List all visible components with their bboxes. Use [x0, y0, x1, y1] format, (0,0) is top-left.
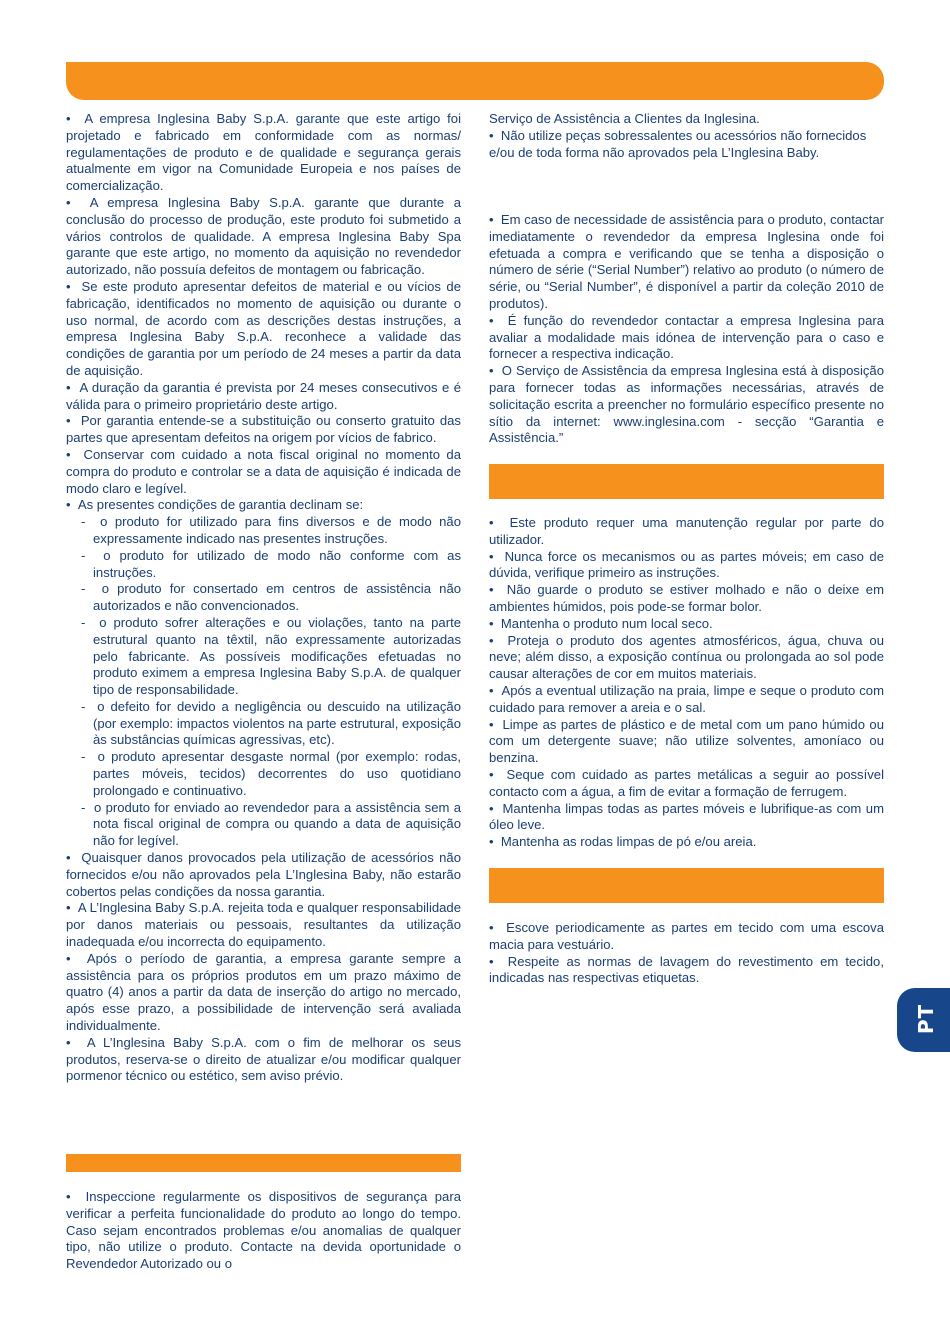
warranty-paragraph: • A L’Inglesina Baby S.p.A. com o fim de melhorar os seus produtos, reserva-se o direito de atualizar e/ou modificar qualquer pormenor técnico ou estético, sem aviso prévio.: [66, 1035, 461, 1085]
language-tab-label: PT: [914, 1003, 939, 1035]
safety-header-bar: [66, 1154, 461, 1172]
assistance-section: [489, 212, 884, 447]
maintenance-item: • Mantenha as rodas limpas de pó e/ou areia.: [489, 834, 884, 851]
warranty-paragraph: • Se este produto apresentar defeitos de material e ou vícios de fabricação, identificados no momento de aquisição ou durante o uso normal, de acordo com as descrições destas instruções, a empresa Inglesina Baby S.p.A. reconhece a validade das condições de garantia por um período de 24 meses a partir da data de aquisição.: [66, 279, 461, 380]
warranty-paragraph: • Após o período de garantia, a empresa garante sempre a assistência para os próprios produtos em um prazo máximo de quatro (4) anos a partir da data de inserção do artigo no mercado, após esse prazo, a possibilidade de intervenção será avaliada individualmente.: [66, 951, 461, 1035]
maintenance-item: • Seque com cuidado as partes metálicas a seguir ao possível contacto com a água, a fim de evitar a formação de ferrugem.: [489, 767, 884, 801]
maintenance-item: • Este produto requer uma manutenção regular por parte do utilizador.: [489, 515, 884, 549]
fabric-care-item: • Escove periodicamente as partes em tecido com uma escova macia para vestuário.: [489, 920, 884, 954]
warranty-paragraph: • A empresa Inglesina Baby S.p.A. garante que durante a conclusão do processo de produção, este produto foi submetido a vários controlos de qualidade. A empresa Inglesina Baby Spa garante que este artigo, no momento da aquisição no revendedor autorizado, não possuía defeitos de montagem ou fabricação.: [66, 195, 461, 279]
assistance-paragraph: • Em caso de necessidade de assistência para o produto, contactar imediatamente o revendedor da empresa Inglesina onde foi efetuada a compra e verificando que se tenha a disposição o número de série (“Serial Number”) relativo ao produto (o número de série, ou “Serial Number”, é disponível a partir da coleção 2010 de produtos).: [489, 212, 884, 313]
language-tab: [897, 988, 950, 1052]
warranty-paragraph: • A L’Inglesina Baby S.p.A. rejeita toda e qualquer responsabilidade por danos materiais ou pessoais, resultantes da utilização inadequada e/ou incorrecta do equipamento.: [66, 900, 461, 950]
assistance-paragraph: • O Serviço de Assistência da empresa Inglesina está à disposição para fornecer todas as informações necessárias, através de solicitação escrita a preencher no formulário específico presente no sítio da internet: www.inglesina.com - secção “Garantia e Assistência.”: [489, 363, 884, 447]
warranty-exclusion-item: - o produto apresentar desgaste normal (por exemplo: rodas, partes móveis, tecidos) decorrentes do uso quotidiano prolongado e continuativo.: [66, 749, 461, 799]
warranty-exclusion-item: - o produto for consertado em centros de assistência não autorizados e não convencionados.: [66, 581, 461, 615]
maintenance-item: • Nunca force os mecanismos ou as partes móveis; em caso de dúvida, verifique primeiro as instruções.: [489, 549, 884, 583]
warranty-header-bar: [66, 62, 884, 100]
maintenance-section: [489, 515, 884, 851]
fabric-care-section: [489, 920, 884, 987]
fabric-care-header-bar: [489, 868, 884, 903]
safety-continuation: [489, 111, 884, 161]
maintenance-item: • Proteja o produto dos agentes atmosféricos, água, chuva ou neve; além disso, a exposição contínua ou prolongada ao sol pode causar alterações de cor em muitos materiais.: [489, 633, 884, 683]
warranty-exclusion-item: - o produto sofrer alterações e ou violações, tanto na parte estrutural quanto na têxtil, não expressamente autorizadas pelo fabricante. As possíveis modificações efetuadas no produto eximem a empresa Inglesina Baby S.p.A. de qualquer tipo de responsabilidade.: [66, 615, 461, 699]
warranty-paragraph: • As presentes condições de garantia declinam se:: [66, 497, 461, 514]
safety-section: [66, 1189, 461, 1273]
assistance-paragraph: • É função do revendedor contactar a empresa Inglesina para avaliar a modalidade mais idónea de intervenção para o caso e fornecer a respectiva indicação.: [489, 313, 884, 363]
maintenance-header-bar: [489, 464, 884, 499]
warranty-paragraph: • A duração da garantia é prevista por 24 meses consecutivos e é válida para o primeiro proprietário deste artigo.: [66, 380, 461, 414]
maintenance-item: • Mantenha limpas todas as partes móveis e lubrifique-as com um óleo leve.: [489, 801, 884, 835]
warranty-paragraph: • Por garantia entende-se a substituição ou conserto gratuito das partes que apresentam defeitos na origem por vícios de fabrico.: [66, 413, 461, 447]
warranty-paragraph: • Quaisquer danos provocados pela utilização de acessórios não fornecidos e/ou não aprovados pela L’Inglesina Baby, não estarão cobertos pelas condições da nossa garantia.: [66, 850, 461, 900]
maintenance-item: • Mantenha o produto num local seco.: [489, 616, 884, 633]
maintenance-item: • Limpe as partes de plástico e de metal com um pano húmido ou com um detergente suave; não utilize solventes, amoníaco ou benzina.: [489, 717, 884, 767]
warranty-exclusion-item: - o produto for enviado ao revendedor para a assistência sem a nota fiscal original de compra ou quando a data de aquisição não for legível.: [66, 800, 461, 850]
warranty-exclusion-item: - o defeito for devido a negligência ou descuido na utilização (por exemplo: impactos violentos na parte estrutural, exposição às substâncias químicas agressivas, etc).: [66, 699, 461, 749]
fabric-care-item: • Respeite as normas de lavagem do revestimento em tecido, indicadas nas respectivas etiquetas.: [489, 954, 884, 988]
maintenance-item: • Não guarde o produto se estiver molhado e não o deixe em ambientes húmidos, pois pode-se formar bolor.: [489, 582, 884, 616]
safety-paragraph: • Inspeccione regularmente os dispositivos de segurança para verificar a perfeita funcionalidade do produto ao longo do tempo. Caso sejam encontrados problemas e/ou anomalias de qualquer tipo, não utilize o produto. Contacte na devida oportunidade o Revendedor Autorizado ou o: [66, 1189, 461, 1273]
warranty-section: [66, 111, 461, 1085]
warranty-paragraph: • Conservar com cuidado a nota fiscal original no momento da compra do produto e controlar se a data de aquisição é indicada de modo claro e legível.: [66, 447, 461, 497]
warranty-paragraph: • A empresa Inglesina Baby S.p.A. garante que este artigo foi projetado e fabricado em conformidade com as normas/ regulamentações de produto e de qualidade e segurança gerais atualmente em vigor na Comunidade Europeia e nos países de comercialização.: [66, 111, 461, 195]
warranty-exclusion-item: - o produto for utilizado de modo não conforme com as instruções.: [66, 548, 461, 582]
safety-continuation-text: Serviço de Assistência a Clientes da Inglesina.: [489, 111, 760, 126]
safety-parts-note: • Não utilize peças sobressalentes ou acessórios não fornecidos e/ou de toda forma não aprovados pela L’Inglesina Baby.: [489, 128, 884, 162]
warranty-exclusion-item: - o produto for utilizado para fins diversos e de modo não expressamente indicado nas presentes instruções.: [66, 514, 461, 548]
maintenance-item: • Após a eventual utilização na praia, limpe e seque o produto com cuidado para remover a areia e o sal.: [489, 683, 884, 717]
